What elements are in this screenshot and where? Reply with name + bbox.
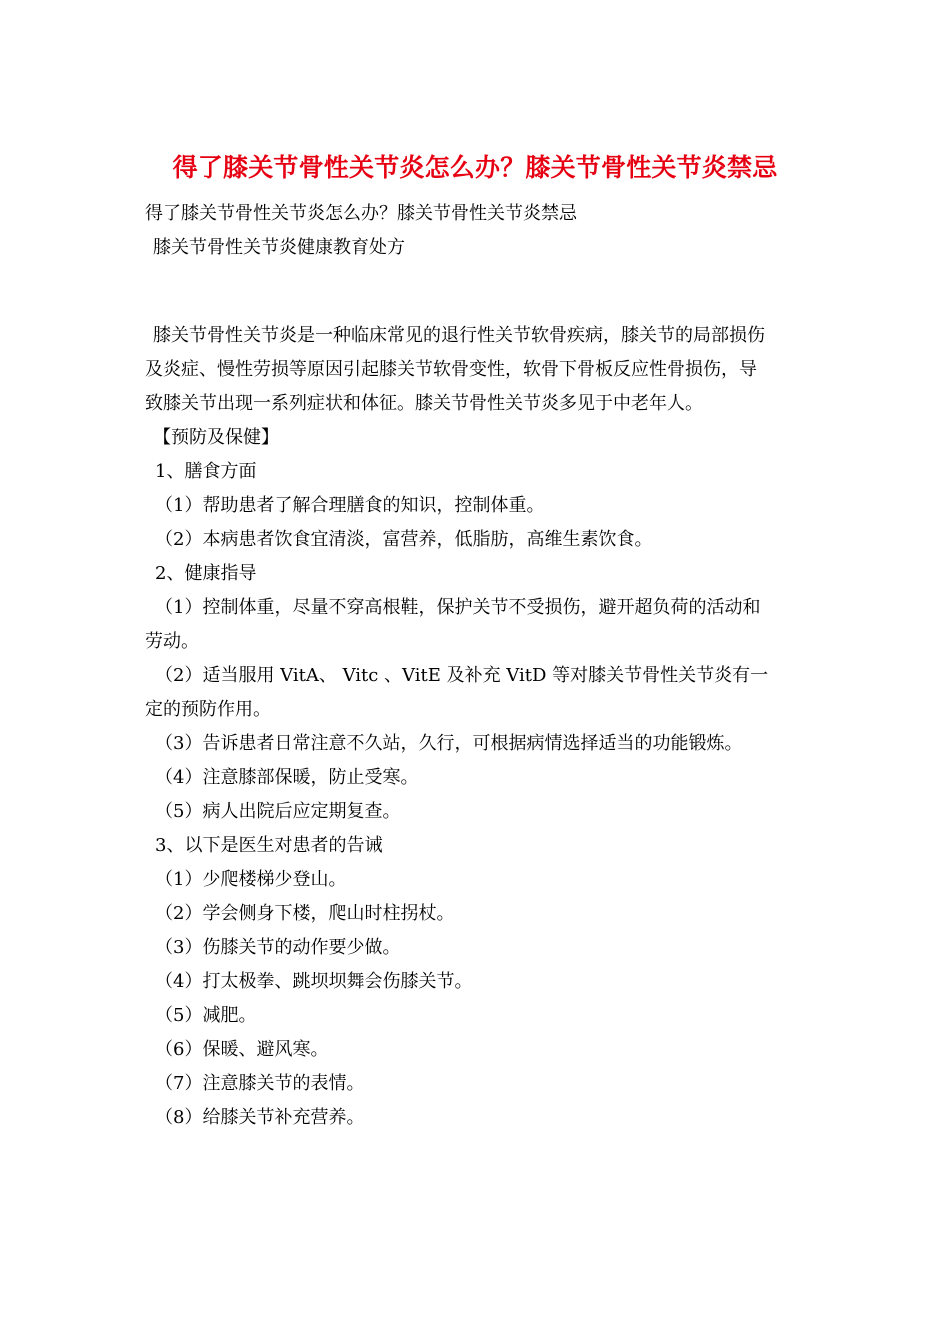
list-item: （2）学会侧身下楼，爬山时柱拐杖。: [155, 903, 455, 924]
list-item: （2）适当服用 VitA、 Vitc 、VitE 及补充 VitD 等对膝关节骨性关节炎有一: [155, 665, 769, 686]
intro-line: 致膝关节出现一系列症状和体征。膝关节骨性关节炎多见于中老年人。: [145, 393, 703, 414]
section-label-diet: 1、膳食方面: [155, 461, 257, 482]
list-item: （7）注意膝关节的表情。: [155, 1073, 365, 1094]
list-item: （1）控制体重，尽量不穿高根鞋，保护关节不受损伤，避开超负荷的活动和: [155, 597, 761, 618]
prevention-label: 【预防及保健】: [153, 427, 279, 448]
subtitle-line: 得了膝关节骨性关节炎怎么办？膝关节骨性关节炎禁忌: [145, 203, 577, 224]
list-item: （6）保暖、避风寒。: [155, 1039, 329, 1060]
section-label-guidance: 2、健康指导: [155, 563, 257, 584]
section-label-warnings: 3、以下是医生对患者的告诫: [155, 835, 383, 856]
list-item: （1）帮助患者了解合理膳食的知识，控制体重。: [155, 495, 545, 516]
section-heading: 膝关节骨性关节炎健康教育处方: [153, 237, 405, 258]
document-title: 得了膝关节骨性关节炎怎么办？膝关节骨性关节炎禁忌: [172, 153, 778, 182]
list-item: （5）减肥。: [155, 1005, 257, 1026]
list-item: （4）注意膝部保暖，防止受寒。: [155, 767, 419, 788]
list-item: （3）伤膝关节的动作要少做。: [155, 937, 401, 958]
list-item: （5）病人出院后应定期复查。: [155, 801, 401, 822]
intro-line: 膝关节骨性关节炎是一种临床常见的退行性关节软骨疾病，膝关节的局部损伤: [153, 325, 765, 346]
list-item-continuation: 劳动。: [145, 631, 199, 652]
blank-line: [145, 265, 815, 319]
list-item: （1）少爬楼梯少登山。: [155, 869, 347, 890]
list-item-continuation: 定的预防作用。: [145, 699, 271, 720]
intro-line: 及炎症、慢性劳损等原因引起膝关节软骨变性，软骨下骨板反应性骨损伤，导: [145, 359, 757, 380]
list-item: （3）告诉患者日常注意不久站，久行，可根据病情选择适当的功能锻炼。: [155, 733, 743, 754]
list-item: （8）给膝关节补充营养。: [155, 1107, 365, 1128]
document-body: [145, 197, 815, 1135]
list-item: （2）本病患者饮食宜清淡，富营养，低脂肪，高维生素饮食。: [155, 529, 653, 550]
list-item: （4）打太极拳、跳坝坝舞会伤膝关节。: [155, 971, 473, 992]
